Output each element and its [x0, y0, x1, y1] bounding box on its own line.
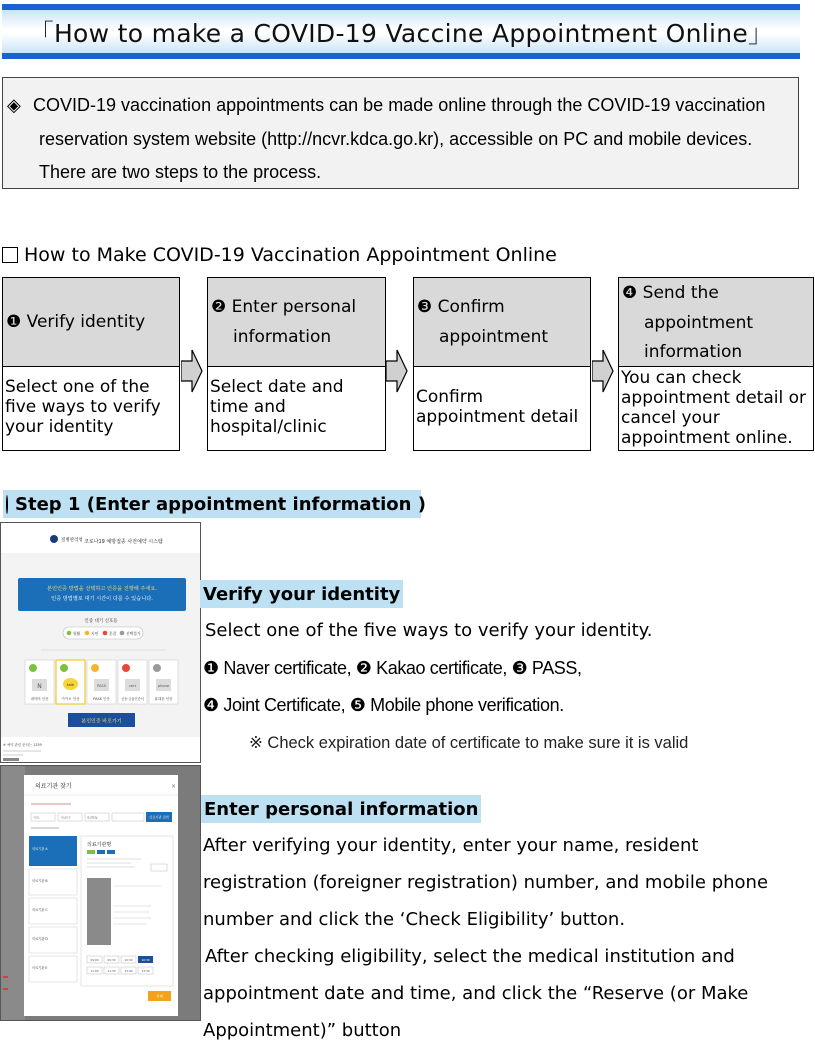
signal-green: 원활: [73, 631, 81, 636]
banner-line-1: 본인인증 방법을 선택하고 인증을 진행해 주세요.: [46, 586, 158, 592]
time-slot-label: 11:30: [107, 969, 116, 973]
step-number-2: ❷: [211, 297, 227, 317]
select-sigungu[interactable]: 시/군/구: [60, 815, 71, 820]
circle-bullet-icon: [6, 495, 8, 514]
step-2-title-line: information: [233, 326, 332, 347]
personal-info-line: appointment date and time, and click the “Reserve (or Make: [203, 983, 749, 1004]
personal-info-line: After checking eligibility, select the medical institution and: [205, 946, 735, 967]
option-label: 공동·금융인증서: [121, 697, 144, 701]
certificate-note: ※ Check expiration date of certificate to make sure it is valid: [249, 734, 689, 752]
personal-info-line: registration (foreigner registration) number, and mobile phone: [203, 872, 769, 893]
select-sido[interactable]: 시/도: [33, 815, 40, 820]
step-number-3: ❸: [417, 297, 433, 317]
step1-heading: [3, 490, 426, 518]
personal-info-line: Appointment)” button: [203, 1020, 402, 1041]
step-4-box: [618, 277, 814, 451]
banner-line-2: 인증 방법별로 대기 시간이 다를 수 있습니다.: [51, 596, 153, 602]
time-slot-label: 10:30: [141, 958, 150, 962]
time-slot-label: 09:30: [107, 958, 116, 962]
step1-heading-text: Step 1 (Enter appointment information ): [15, 493, 426, 515]
personal-info-heading: Enter personal information: [201, 795, 481, 823]
step-4-body: [619, 367, 813, 450]
step-4-body-line: cancel your: [621, 408, 720, 428]
step-1-body-line: five ways to verify: [5, 397, 161, 417]
clinic-list: [29, 836, 77, 982]
system-title: 코로나19 예방접종 사전예약 시스템: [84, 539, 163, 545]
auth-option-mobile-phone[interactable]: [149, 660, 178, 704]
arrow-right-icon: [592, 349, 614, 393]
step-3-box: [413, 277, 591, 451]
step-2-title-line: Enter personal: [231, 297, 357, 317]
certificate-icon: cert: [128, 684, 137, 688]
clinic-name: 의료기관 E: [32, 966, 48, 970]
option-label: 휴대폰 인증: [154, 697, 173, 701]
step-1-title: [3, 278, 179, 367]
time-slot-label: 13:00: [124, 969, 133, 973]
signal-yellow: 지연: [91, 631, 99, 636]
diamond-bullet-icon: ◈: [7, 95, 21, 115]
step-1-title-line: Verify identity: [26, 312, 146, 332]
auth-option-joint-certificate[interactable]: [118, 660, 147, 704]
modal-title: 의료기관 찾기: [35, 783, 72, 790]
select-clinic-button-label: 선택: [156, 994, 163, 999]
step-1-box: [2, 277, 180, 451]
verify-identity-line-1: Select one of the five ways to verify your identity.: [205, 620, 653, 641]
pass-icon: PASS: [97, 684, 106, 688]
screenshot-enter-personal-info: [0, 765, 201, 1021]
step-4-title-line: appointment: [644, 312, 754, 333]
step-2-body-line: hospital/clinic: [210, 417, 327, 437]
personal-info-line: After verifying your identity, enter your name, resident: [203, 835, 699, 856]
step-number-1: ❶: [6, 312, 22, 332]
step-2-body: [208, 367, 385, 450]
kdca-logo-icon: [50, 535, 58, 543]
signal-label: 인증 대기 신호등: [84, 619, 118, 624]
arrow-right-icon: [181, 349, 203, 393]
clinic-name: 의료기관 C: [32, 908, 48, 912]
time-slot-label: 09:00: [90, 958, 99, 962]
verify-identity-heading: Verify your identity: [200, 580, 403, 608]
clinic-name: 의료기관 A: [32, 847, 48, 851]
auth-guide-banner: [18, 578, 186, 611]
clinic-name: 의료기관 D: [32, 937, 48, 941]
verify-identity-illustration: [1, 523, 201, 763]
footer-text: ※ 예약 관련 문의는 1339: [3, 743, 42, 747]
signal-grey: 선택불가: [126, 631, 141, 636]
personal-info-illustration: [1, 766, 201, 1021]
clinic-detail-title: 의료기관명: [87, 842, 112, 848]
personal-info-line: number and click the ‘Check Eligibility’ button.: [203, 909, 626, 930]
intro-line-3: There are two steps to the process.: [39, 162, 322, 182]
auth-option-naver[interactable]: [25, 660, 54, 704]
square-bullet-icon: [2, 247, 18, 263]
auth-option-pass[interactable]: [87, 660, 116, 704]
intro-line-1: [7, 89, 792, 123]
select-eupmyeon[interactable]: 읍/면/동: [87, 815, 98, 820]
time-slot-label: 10:00: [124, 958, 133, 962]
intro-text-1: COVID-19 vaccination appointments can be made online through the COVID-19 vaccination: [33, 95, 766, 115]
step-3-body-line: Confirm: [416, 387, 484, 407]
step-3-title-line: appointment: [439, 326, 549, 347]
step-2-body-line: Select date and: [210, 377, 344, 397]
verify-identity-methods-2: ❹ Joint Certificate, ❺ Mobile phone verification.: [203, 695, 564, 715]
section-heading-text: How to Make COVID-19 Vaccination Appointment Online: [24, 244, 557, 266]
step-4-body-line: appointment detail or: [621, 388, 806, 408]
naver-icon: N: [37, 683, 42, 690]
title-banner: [2, 4, 800, 59]
intro-box: [2, 77, 799, 189]
step-4-title: [619, 278, 813, 367]
step-1-body-line: your identity: [5, 417, 114, 437]
kakao-talk-icon: talk: [66, 682, 75, 687]
intro-line-2: reservation system website (http://ncvr.kdca.go.kr), accessible on PC and mobile devices.: [39, 128, 753, 149]
verify-identity-methods-1: ❶ Naver certificate, ❷ Kakao certificate, ❸ PASS,: [203, 658, 582, 678]
step-4-body-line: appointment online.: [621, 428, 793, 448]
kdca-org-name: 질병관리청: [61, 538, 83, 543]
step-2-box: [207, 277, 386, 451]
step-4-title-line: Send the: [642, 283, 719, 303]
auth-option-kakao[interactable]: [56, 660, 85, 704]
step-3-title-line: Confirm: [437, 297, 505, 317]
signal-red: 혼잡: [109, 631, 117, 636]
go-to-verification-label: 본인인증 바로가기: [81, 718, 122, 725]
screenshot-verify-identity: [0, 522, 201, 763]
option-label: PASS 인증: [93, 697, 110, 701]
clinic-search-button-label: 의료기관 검색: [149, 815, 169, 820]
step-3-title: [414, 278, 590, 367]
step-number-4: ❹: [622, 283, 638, 303]
arrow-right-icon: [386, 349, 408, 393]
step-4-title-line: information: [644, 342, 743, 362]
time-slot-label: 13:30: [141, 969, 150, 973]
clinic-list-item-selected[interactable]: [29, 836, 77, 866]
time-slot-label: 11:00: [90, 969, 99, 973]
step-2-title: [208, 278, 385, 367]
step-1-body-line: Select one of the: [5, 377, 150, 397]
step-3-body: [414, 367, 590, 450]
close-icon[interactable]: ×: [171, 783, 177, 790]
step-2-body-line: time and: [210, 397, 286, 417]
option-label: 네이버 인증: [30, 697, 49, 701]
step-3-body-line: appointment detail: [416, 407, 579, 427]
mobile-phone-icon: phone: [157, 684, 170, 688]
step-1-body: [3, 367, 179, 450]
option-label: 카카오 인증: [61, 697, 80, 701]
step-4-body-line: You can check: [621, 368, 742, 388]
section-heading: [2, 242, 557, 268]
page-title: 「How to make a COVID-19 Vaccine Appointment Online」: [28, 18, 774, 48]
clinic-name: 의료기관 B: [32, 879, 48, 883]
